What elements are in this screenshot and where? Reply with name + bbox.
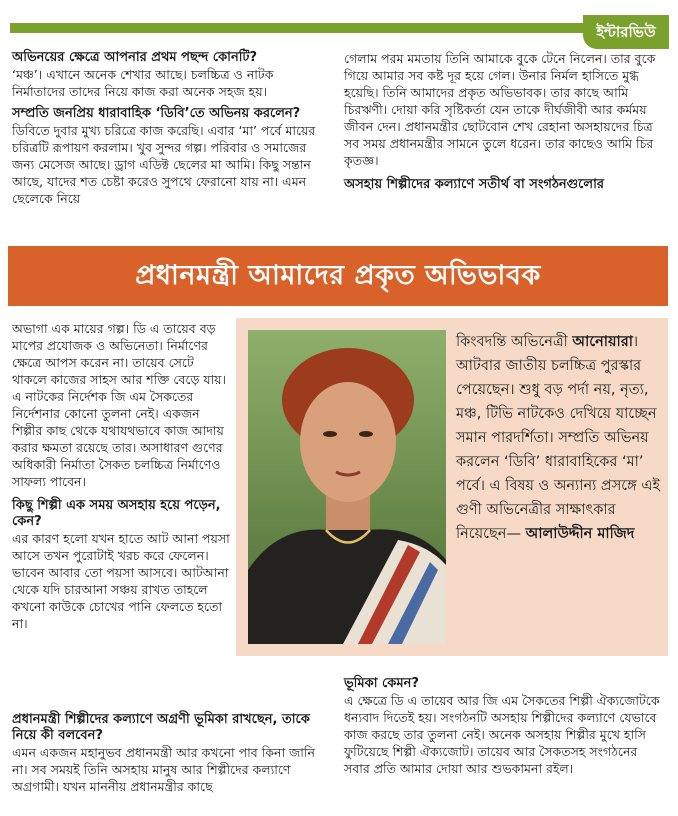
byline: আলাউদ্দীন মাজিদ xyxy=(525,526,635,542)
headline-banner: প্রধানমন্ত্রী আমাদের প্রকৃত অভিভাবক xyxy=(8,246,668,306)
column-2-top xyxy=(344,50,662,193)
question-2: সম্প্রতি জনপ্রিয় ধারাবাহিক ‘ডিবি’তে অভিনয় করলেন? xyxy=(12,106,301,121)
question-4-block xyxy=(12,712,330,795)
subject-name: আনোয়ারা xyxy=(572,334,633,350)
answer-2: ডিবিতে দুবার মুখ্য চরিত্রে কাজ করেছি। এবার ‘মা’ পর্বে মায়ের চরিত্রটি রূপায়ণ করলাম। খুব সুন্দর গল্প। পরিবার ও সমাজের জন্য মেসেজ আছে। ড্রাগ এডিক্ট ছেলের মা আমি। কিছু সন্তান আছে, যাদের শত চেষ্টা করেও সুপথে ফেরানো যায় না। এমন ছেলেকে নিয়ে xyxy=(12,123,316,206)
answer-2-continued: গেলাম পরম মমতায় তিনি আমাকে বুকে টেনে নিলেন। তার বুকে গিয়ে আমার সব কষ্ট দূর হয়ে গেল। উনার নির্মল হাসিতে মুগ্ধ হয়েছি। তিনি আমাদের প্রকৃত অভিভাবক। তার কাছে আমি চিরঋণী। দোয়া করি সৃষ্টিকর্তা যেন তাকে দীর্ঘজীবী আর কর্মময় জীবন দেন। প্রধানমন্ত্রীর ছোটবোন শেখ রেহানা অসহায়দের চিত্র সব সময় প্রধানমন্ত্রীর সামনে তুলে ধরেন। তার কাছেও আমি চির কৃতজ্ঞ। xyxy=(344,51,656,168)
portrait-photo xyxy=(248,330,446,644)
intro-pre: কিংবদন্তি অভিনেত্রী xyxy=(456,334,568,350)
question-3: কিছু শিল্পী এক সময় অসহায় হয়ে পড়েন, কেন? xyxy=(12,498,221,529)
question-1: অভিনয়ের ক্ষেত্রে আপনার প্রথম পছন্দ কোনটি? xyxy=(12,50,258,65)
section-rule xyxy=(10,23,584,33)
answer-1: ‘মঞ্চ’। এখানে অনেক শেখার আছে। চলচ্চিত্র ও নাটক নির্মাতাদের তাদের নিয়ে কাজ করা অনেক সহজ হয়। xyxy=(12,67,274,99)
section-tab: ইন্টারভিউ xyxy=(583,15,669,49)
column-1-top xyxy=(12,50,330,207)
question-4: প্রধানমন্ত্রী শিল্পীদের কল্যাণে অগ্রণী ভূমিকা রাখছেন, তাকে নিয়ে কী বলবেন? xyxy=(12,712,310,743)
column-2-bottom xyxy=(344,676,664,777)
column-1-bottom xyxy=(12,320,230,632)
answer-4: এমন একজন মহানুভব প্রধানমন্ত্রী আর কখনো পাব কিনা জানি না। সব সময়ই তিনি অসহায় মানুষ আর শিল্পীদের কল্যাণে অগ্রগামী। যখন মাননীয় প্রধানমন্ত্রীর কাছে xyxy=(12,745,315,794)
question-5-end: ভূমিকা কেমন? xyxy=(344,676,419,691)
question-5-start: অসহায় শিল্পীদের কল্যাণে সতীর্থ বা সংগঠনগুলোর xyxy=(344,177,605,192)
portrait-illustration xyxy=(248,330,446,644)
answer-5: এ ক্ষেত্রে ডি এ তায়েব আর জি এম সৈকতের শিল্পী ঐক্যজোটকে ধন্যবাদ দিতেই হয়। সংগঠনটি অসহায় শিল্পীদের কল্যাণে যেভাবে কাজ করছে তার তুলনা নেই। অনেক অসহায় শিল্পীর মুখে হাসি ফুটিয়েছে শিল্পী ঐক্যজোট। তায়েব আর সৈকতসহ সংগঠনের সবার প্রতি আমার দোয়া আর শুভকামনা রইল। xyxy=(344,693,660,776)
answer-3: এর কারণ হলো যখন হাতে আট আনা পয়সা আসে তখন পুরোটাই খরচ করে ফেলেন। ভাবেন আবার তো পয়সা আসবে। আটআনা থেকে যদি চারআনা সঞ্চয় রাখত তাহলে কখনো কাউকে চোখের পানি ফেলতে হতো না। xyxy=(12,531,230,631)
answer-2-end: অভাগা এক মায়ের গল্প। ডি এ তায়েব বড় মাপের প্রযোজক ও অভিনেতা। নির্মাণের ক্ষেত্রে আপস করেন না। তায়েব সেটে থাকলে কাজের সাহস আর শক্তি বেড়ে যায়। এ নাটকের নির্দেশক জি এম সৈকতের নির্দেশনার কোনো তুলনা নেই। একজন শিল্পীর কাছ থেকে যথাযথভাবে কাজ আদায় করার ক্ষমতা রয়েছে তার। অসাধারণ গুণের অধিকারী নির্মাতা সৈকত চলচ্চিত্র নির্মাণেও সাফল্য পাবেন। xyxy=(12,321,227,489)
intro-text xyxy=(456,330,664,546)
intro-body: । আটবার জাতীয় চলচ্চিত্র পুরস্কার পেয়েছেন। শুধু বড় পর্দা নয়, নৃত্য, মঞ্চ, টিভি নাটকেও দেখিয়ে যাচ্ছেন সমান পারদর্শিতা। সম্প্রতি অভিনয় করলেন ‘ডিবি’ ধারাবাহিকের ‘মা’ পর্বে। এ বিষয় ও অন্যান্য প্রসঙ্গে এই গুণী অভিনেত্রীর সাক্ষাৎকার নিয়েছেন— xyxy=(456,334,660,542)
